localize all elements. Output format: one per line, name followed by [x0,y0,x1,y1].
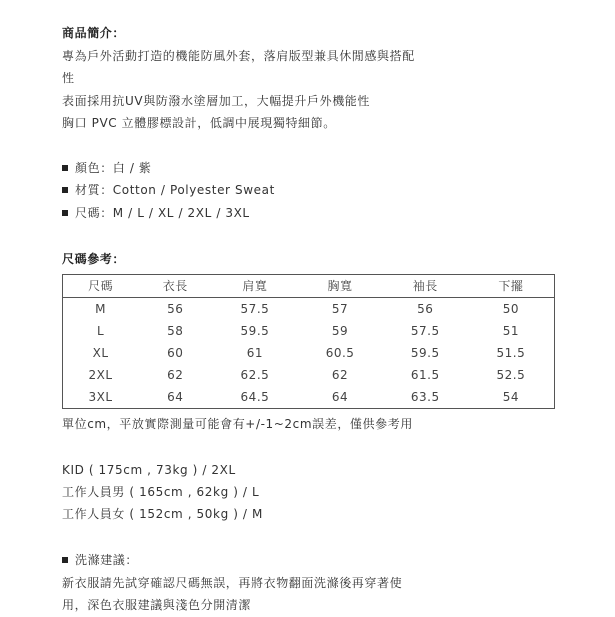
table-cell: 58 [167,323,184,338]
table-cell: 61 [246,345,264,360]
size-chart-note: 單位cm，平放實際測量可能會有+/-1~2cm誤差，僅供參考用 [62,416,413,431]
table-cell: 62.5 [240,367,270,382]
spec-item-color: 顏色：白 / 紫 [62,157,562,180]
table-cell: 3XL [88,389,113,404]
spec-item-size: 尺碼：M / L / XL / 2XL / 3XL [62,202,562,225]
intro-line: 性 [62,71,75,85]
intro-line: 專為戶外活動打造的機能防風外套，落肩版型兼具休閒感與搭配 [62,48,415,63]
table-row [63,342,555,364]
column-header: 尺碼 [63,274,139,297]
table-cell: 59.5 [240,323,270,338]
bullet-icon [62,165,68,171]
table-cell: 56 [417,301,434,316]
table-cell: 57.5 [410,323,440,338]
bullet-icon [62,557,68,563]
size-chart-table [62,274,555,409]
table-cell: 59.5 [410,345,440,360]
table-cell: 64 [331,389,349,404]
table-cell: 61.5 [410,367,440,382]
table-cell: 51.5 [496,345,526,360]
washing-line: 新衣服請先試穿確認尺碼無誤，再將衣物翻面洗滌後再穿著使 [62,575,403,590]
washing-heading: 洗滌建議： [62,549,562,572]
table-cell: 64.5 [240,389,270,404]
intro-line: 表面採用抗UV與防潑水塗層加工，大幅提升戶外機能性 [62,93,370,108]
column-header: 肩寬 [212,274,297,297]
washing-line: 用，深色衣服建議與淺色分開清潔 [62,598,252,612]
table-cell: 62 [167,367,184,382]
table-cell: 52.5 [496,367,526,382]
table-row [63,320,555,342]
table-row [63,364,555,386]
intro-line: 胸口 PVC 立體膠標設計，低調中展現獨特細節。 [62,116,336,130]
spec-item-material: 材質：Cotton / Polyester Sweat [62,179,562,202]
table-header-row [63,274,555,297]
table-cell: 57.5 [240,301,270,316]
bullet-icon [62,210,68,216]
table-cell: 64 [167,389,184,404]
column-header: 衣長 [138,274,212,297]
column-header: 下擺 [468,274,555,297]
bullet-icon [62,187,68,193]
intro-heading: 商品簡介： [62,26,126,40]
table-cell: XL [92,345,109,360]
table-cell: 50 [502,301,520,316]
table-cell: 60.5 [325,345,355,360]
model-info: 工作人員男 ( 165cm , 62kg ) / L [62,485,260,499]
table-cell: M [95,301,106,316]
model-info: KID ( 175cm , 73kg ) / 2XL [62,463,236,477]
table-row [63,297,555,320]
table-cell: 62 [331,367,349,382]
table-cell: 56 [167,301,184,316]
table-cell: 2XL [88,367,113,382]
table-cell: L [96,323,105,338]
column-header: 袖長 [383,274,468,297]
column-header: 胸寬 [297,274,382,297]
product-description [62,22,562,617]
size-chart-heading: 尺碼參考： [62,252,126,266]
table-cell: 57 [331,301,349,316]
table-row [63,386,555,409]
model-info: 工作人員女 ( 152cm , 50kg ) / M [62,507,263,521]
table-cell: 54 [502,389,520,404]
table-cell: 63.5 [410,389,440,404]
table-cell: 60 [167,345,184,360]
table-cell: 59 [331,323,349,338]
table-cell: 51 [502,323,520,338]
